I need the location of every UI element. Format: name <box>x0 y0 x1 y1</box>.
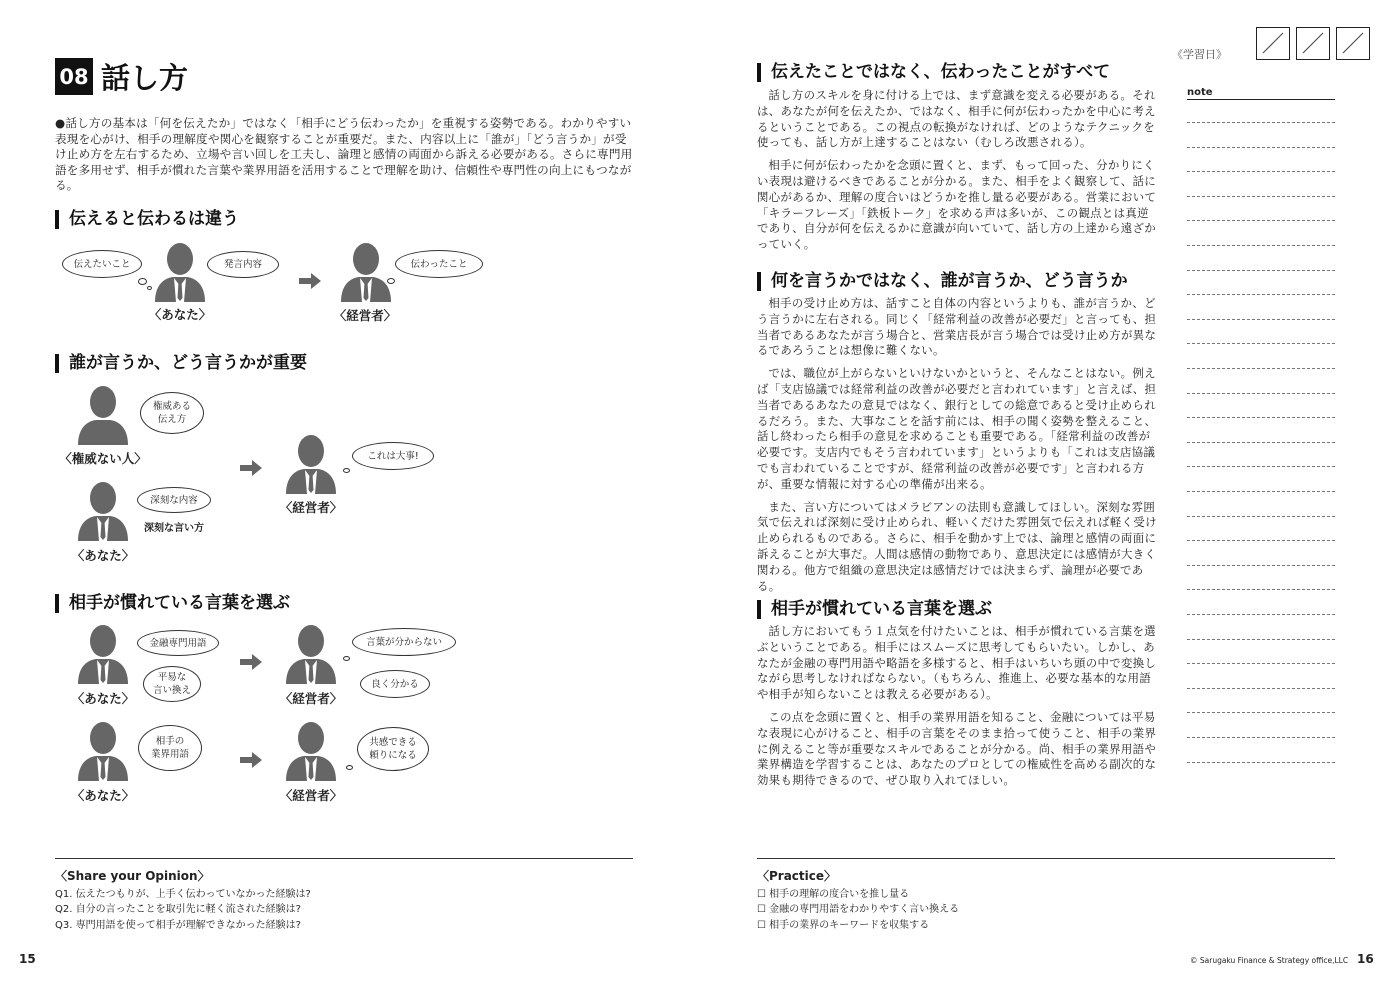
checkbox-icon[interactable]: ☐ <box>757 919 770 931</box>
speech-bubble: 相手の 業界用語 <box>138 725 202 771</box>
note-line <box>1187 614 1335 615</box>
paragraph: 相手に何が伝わったかを念頭に置くと、まず、もって回った、分かりにくい表現は避けるべきであることが分かる。また、相手をよく観察して、話に関心があるか、理解の度合いはどうかを推し量る必要がある。営業において「キラーフレーズ」「鉄板トーク」を求める声は多いが、この観点とは真逆であり、自分が何を伝えるかに意識が向いていて、話し方の上達から遠ざかっていく。 <box>757 158 1157 252</box>
practice-item-label: 相手の理解の度合いを推し量る <box>769 889 910 900</box>
person-label: 〈権威ない人〉 <box>59 451 147 466</box>
person-icon <box>153 240 207 302</box>
person-icon <box>76 479 130 541</box>
practice-item[interactable] <box>757 918 1335 933</box>
person-icon <box>76 622 130 684</box>
paragraph: 話し方のスキルを身に付ける上では、まず意識を変える必要がある。それは、あなたが何を伝えたか、ではなく、相手に何が伝わったかを中心に考えるということである。この視点の転換がなければ、どのようなテクニックを使っても、話し方が上達することはない（むしろ改悪される）。 <box>757 88 1156 150</box>
intro-text: ●話し方の基本は「何を伝えたか」ではなく「相手にどう伝わったか」を重視する姿勢である。わかりやすい表現を心がけ、相手の理解度や関心を観察することが重要だ。また、内容以上に「誰が」「どう言うか」が受け止め方を左右するため、立場や言い回しを工夫し、論理と感情の両面から訴える必要がある。さらに専門用語を多用せず、相手が慣れた言葉や業界用語を活用することで理解を助け、信頼性や専門性の向上にもつながる。 <box>55 116 633 193</box>
note-line <box>1187 589 1335 590</box>
share-opinion <box>55 867 633 933</box>
thought-bubble: 共感できる 頼りになる <box>357 727 429 771</box>
arrow-right-icon <box>240 460 262 476</box>
note-line <box>1187 639 1335 640</box>
person-icon <box>76 383 130 445</box>
speech-bubble: 平易な 言い換え <box>143 666 201 702</box>
note-line <box>1187 196 1335 197</box>
section-heading: 相手が慣れている言葉を選ぶ <box>757 600 992 619</box>
section-heading: 伝えると伝わるは違う <box>55 210 239 229</box>
section-body <box>757 624 1157 796</box>
note-line <box>1187 442 1335 443</box>
note-line <box>1187 737 1335 738</box>
note-line <box>1187 319 1335 320</box>
note-line <box>1187 663 1335 664</box>
note-line <box>1187 466 1335 467</box>
section-heading: 伝えたことではなく、伝わったことがすべて <box>757 63 1110 82</box>
person-icon <box>76 719 130 781</box>
note-line <box>1187 220 1335 221</box>
person-label: 〈経営者〉 <box>333 308 397 323</box>
executive-icon <box>339 240 393 302</box>
question: Q2. 自分の言ったことを取引先に軽く流された経験は? <box>55 904 301 916</box>
thought-bubble: これは大事! <box>352 442 434 470</box>
section-heading: 相手が慣れている言葉を選ぶ <box>55 594 290 613</box>
checkbox-icon[interactable]: ☐ <box>757 889 770 900</box>
thought-dot <box>387 278 395 284</box>
note-line <box>1187 712 1335 713</box>
note-line <box>1187 417 1335 418</box>
thought-dot <box>343 656 350 661</box>
note-line <box>1187 688 1335 689</box>
note-line <box>1187 368 1335 369</box>
study-date-box[interactable] <box>1256 27 1290 60</box>
practice-item-label: 金融の専門用語をわかりやすく言い換える <box>769 904 960 916</box>
question: Q3. 専門用語を使って相手が理解できなかった経験は? <box>55 919 301 931</box>
paragraph: また、言い方についてはメラビアンの法則も意識してほしい。深刻な雰囲気で伝えれば深刻に受け止められ、軽いくだけた雰囲気で伝えれば軽く受け止められるものである。さらに、相手を動かす上では、論理と感情の両面に訴えることが大事だ。人間は感情の動物であり、意思決定には感情が大きく関わる。他方で組織の意思決定は感情だけでは決まらず、論理が必要である。 <box>757 499 1157 593</box>
thought-bubble: 言葉が分からない <box>352 628 456 656</box>
note-line <box>1187 393 1335 394</box>
thought-bubble: 伝えたいこと <box>62 250 142 278</box>
note-line <box>1187 343 1335 344</box>
speech-bubble: 権威ある 伝え方 <box>140 392 204 434</box>
paragraph: 話し方においてもう１点気を付けたいことは、相手が慣れている言葉を選ぶということである。相手にはスムーズに思考してもらいたい。しかし、あなたが金融の専門用語や略語を多様すると、相手はいちいち頭の中で変換しながら思考しなければならない。（もちろん、推進上、必要な基本的な用語や相手が知らないことは教える必要がある）。 <box>757 624 1157 702</box>
speech-bubble: 深刻な内容 <box>137 487 211 513</box>
section-heading: 何を言うかではなく、誰が言うか、どう言うか <box>757 272 1128 291</box>
thought-bubble: 伝わったこと <box>395 250 483 278</box>
page-number: 15 <box>19 952 36 966</box>
chapter-number: 08 <box>55 58 93 95</box>
study-date-label: 《学習日》 <box>1172 48 1227 61</box>
person-label: 〈あなた〉 <box>71 548 135 563</box>
question: Q1. 伝えたつもりが、上手く伝わっていなかった経験は? <box>55 889 311 900</box>
executive-icon <box>284 719 338 781</box>
speech-bubble: 金融専門用語 <box>137 630 219 656</box>
practice-item[interactable] <box>757 887 1335 902</box>
arrow-right-icon <box>240 654 262 670</box>
note-line <box>1187 294 1335 295</box>
note-line <box>1187 147 1335 148</box>
study-date-box[interactable] <box>1336 27 1370 60</box>
person-label: 〈経営者〉 <box>279 788 343 803</box>
paragraph: この点を念頭に置くと、相手の業界用語を知ること、金融については平易な表現に心がけること、相手の言葉をそのまま拾って使うこと、相手の業界に例えること等が重要なスキルであることが分かる。尚、相手の業界用語や業界構造を学習することは、あなたのプロとしての権威性を高める副次的な効果も期待できるので、ぜひ取り入れてほしい。 <box>757 709 1157 788</box>
section-heading: 誰が言うか、どう言うかが重要 <box>55 354 307 373</box>
study-date-box[interactable] <box>1296 27 1330 60</box>
paragraph: では、職位が上がらないといけないかというと、そんなことはない。例えば「支店協議では経常利益の改善が必要だと言われています」と言えば、担当者であるあなたの意見ではなく、銀行としての総意であると受け止められるだろう。また、大事なことを話す前には、相手の聞く姿勢を整えること、話し終わったら相手の意見を求めることも重要である。「経常利益の改善が必要です。支店内でもそう言われています」というよりも「これは支店協議でも言われていることですが、経常利益の改善が必要です」と言われる方が、重要な情報に対する心の準備が出来る。 <box>757 366 1157 491</box>
thought-dot <box>343 468 350 473</box>
note-line <box>1187 245 1335 246</box>
note-line <box>1187 762 1335 763</box>
arrow-right-icon <box>240 752 262 768</box>
note-line <box>1187 516 1335 517</box>
practice <box>757 867 1335 933</box>
page-number: 16 <box>1357 952 1374 966</box>
practice-heading: 〈Practice〉 <box>757 869 837 883</box>
section-body <box>757 296 1157 601</box>
person-label: 〈経営者〉 <box>279 500 343 515</box>
divider <box>757 858 1335 859</box>
checkbox-icon[interactable]: ☐ <box>757 904 770 916</box>
person-label: 〈経営者〉 <box>279 691 343 706</box>
practice-item[interactable] <box>757 902 1335 917</box>
person-label: 〈あなた〉 <box>71 788 135 803</box>
share-heading: 〈Share your Opinion〉 <box>55 869 210 883</box>
thought-bubble: 良く分かる <box>360 670 430 698</box>
thought-dot <box>346 765 353 770</box>
person-label: 〈あなた〉 <box>71 691 135 706</box>
person-label: 〈あなた〉 <box>148 307 212 322</box>
note-line <box>1187 270 1335 271</box>
speech-bubble: 発言内容 <box>207 251 279 278</box>
arrow-right-icon <box>299 273 321 289</box>
practice-item-label: 相手の業界のキーワードを収集する <box>769 919 930 931</box>
note-line <box>1187 491 1335 492</box>
page-title: 話し方 <box>101 61 189 95</box>
executive-icon <box>284 432 338 494</box>
divider <box>55 858 633 859</box>
note-line <box>1187 171 1335 172</box>
note-line <box>1187 122 1335 123</box>
note-label: note <box>1187 87 1335 100</box>
executive-icon <box>284 622 338 684</box>
note-line <box>1187 540 1335 541</box>
section-body <box>757 88 1157 260</box>
copyright: © Sarugaku Finance & Strategy office,LLC <box>1190 956 1349 965</box>
thought-dot <box>147 286 152 290</box>
note-line <box>1187 565 1335 566</box>
thought-dot <box>138 278 147 285</box>
delivery-note: 深刻な言い方 <box>144 523 204 534</box>
paragraph: 相手の受け止め方は、話すこと自体の内容というよりも、誰が言うか、どう言うかに左右される。同じく「経常利益の改善が必要だ」と言っても、担当者であるあなたが言う場合と、営業店長が言う場合では受け止め方が異なるであろうことは想像に難くない。 <box>757 296 1157 358</box>
